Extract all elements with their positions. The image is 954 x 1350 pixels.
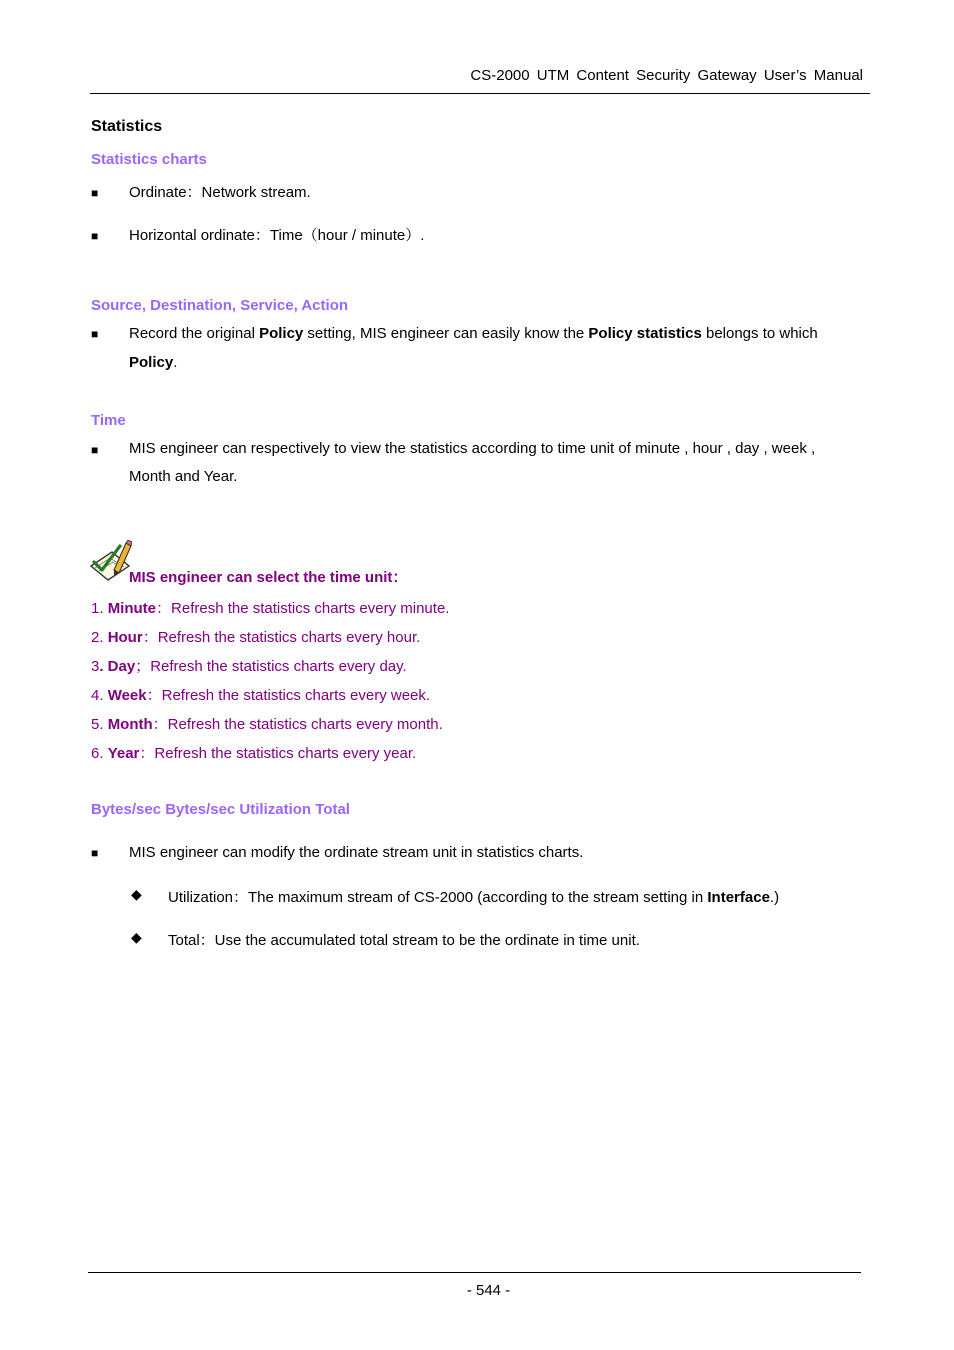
text-run: Record the original [129, 325, 260, 342]
time-paragraph [129, 435, 869, 491]
text-run: setting, MIS engineer can easily know the [303, 325, 589, 342]
text-run: .) [769, 889, 780, 906]
list-item [91, 597, 449, 618]
header-rule [90, 93, 870, 94]
sdsa-paragraph [129, 319, 869, 377]
pencil-note-icon [88, 540, 132, 584]
list-item [91, 684, 430, 705]
bold-term: Policy [259, 325, 304, 342]
item-description: ；Refresh the statistics charts every day. [135, 658, 407, 675]
text-run: Utilization：The maximum stream of CS-2000 (according to the stream setting in [168, 889, 708, 906]
square-bullet-icon: ■ [91, 846, 99, 860]
time-heading: Time [91, 412, 126, 429]
item-description: ：Refresh the statistics charts every minute. [156, 600, 450, 617]
section-title: Statistics [91, 118, 163, 135]
bold-term: Hour [107, 629, 143, 646]
list-item: MIS engineer can modify the ordinate stream unit in statistics charts. [129, 844, 584, 861]
item-number: 2. [91, 629, 108, 646]
footer-rule [88, 1272, 861, 1273]
item-description: ：Refresh the statistics charts every hour. [142, 629, 421, 646]
square-bullet-icon: ■ [91, 229, 99, 243]
statistics-charts-heading: Statistics charts [91, 151, 207, 168]
list-item [91, 713, 443, 734]
bold-term: Minute [107, 600, 157, 617]
item-number: 4. [91, 687, 108, 704]
item-number: 1. [91, 600, 108, 617]
bold-term: Year [107, 745, 140, 762]
list-item: Ordinate：Network stream. [129, 184, 311, 201]
list-item: Horizontal ordinate：Time（hour / minute）. [129, 227, 425, 244]
text-run: belongs to which [701, 325, 818, 342]
diamond-bullet-icon: ◆ [131, 886, 142, 902]
sub-list-item [168, 886, 779, 907]
item-description: ：Refresh the statistics charts every year. [139, 745, 417, 762]
list-item [91, 742, 416, 763]
bold-term: Week [107, 687, 147, 704]
text-run: MIS engineer can respectively to view the statistics according to time unit of minute , hour , day , week , [129, 440, 816, 457]
square-bullet-icon: ■ [91, 327, 99, 341]
item-description: ：Refresh the statistics charts every week. [146, 687, 431, 704]
item-description: ：Refresh the statistics charts every month. [152, 716, 443, 733]
sub-list-item: Total：Use the accumulated total stream to be the ordinate in time unit. [168, 932, 640, 949]
header-title: CS-2000 UTM Content Security Gateway User’s Manual [470, 67, 863, 84]
page-number: - 544 - [466, 1282, 511, 1299]
bold-term: Policy statistics [588, 325, 702, 342]
bold-term: Interface [707, 889, 770, 906]
text-run: . [173, 354, 178, 371]
bold-term: Policy [129, 354, 174, 371]
square-bullet-icon: ■ [91, 443, 99, 457]
bold-term: . Day [99, 658, 136, 675]
bold-term: Month [107, 716, 153, 733]
sdsa-heading: Source, Destination, Service, Action [91, 297, 349, 314]
list-item [91, 655, 407, 676]
note-title: MIS engineer can select the time unit： [129, 569, 408, 586]
item-number: 5. [91, 716, 108, 733]
list-item [91, 626, 420, 647]
text-run: Month and Year. [129, 468, 238, 485]
bytes-heading: Bytes/sec Bytes/sec Utilization Total [91, 801, 350, 818]
diamond-bullet-icon: ◆ [131, 929, 142, 945]
item-number: 6. [91, 745, 108, 762]
item-number: 3 [91, 658, 100, 675]
square-bullet-icon: ■ [91, 186, 99, 200]
